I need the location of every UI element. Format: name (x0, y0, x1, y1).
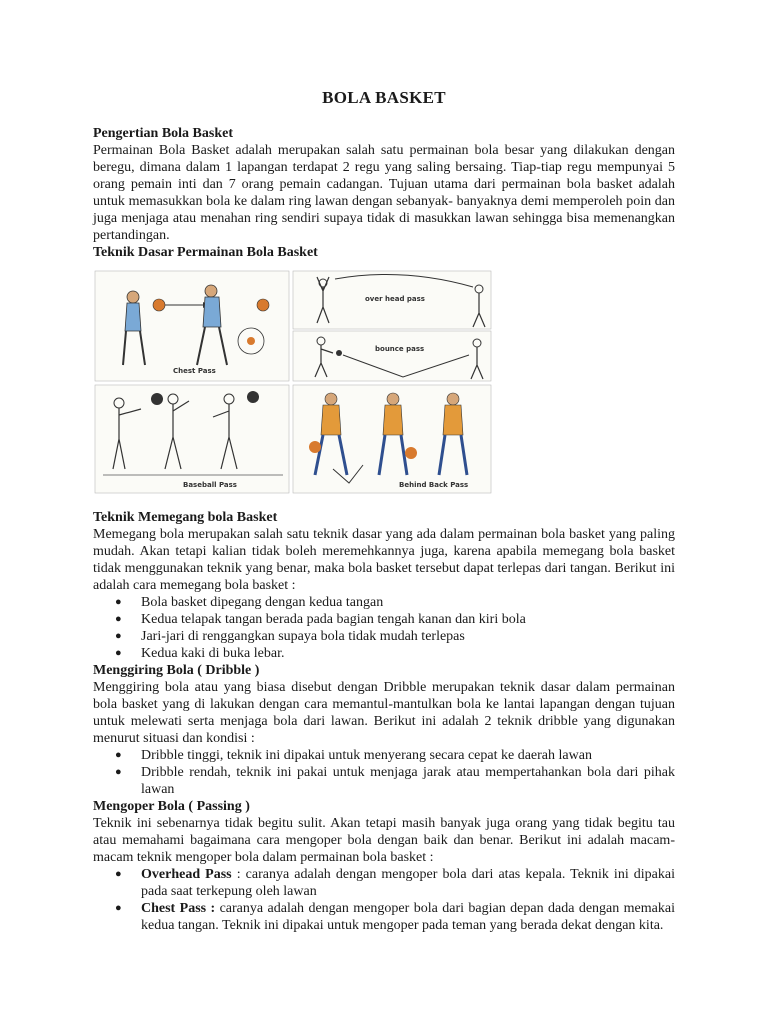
bullet-icon: ● (115, 596, 122, 608)
document-title: BOLA BASKET (322, 88, 446, 107)
chest-pass-label: Chest Pass (173, 367, 216, 375)
term-overhead-pass: Overhead Pass (141, 867, 232, 882)
paragraph-dribble: Menggiring bola atau yang biasa disebut dengan Dribble merupakan teknik dasar dalam permainan bola basket yang di lakukan dengan cara memantul-mantulkan bola ke lantai lapangan dengan tujuan untuk melewati serta menjaga bola dari lawan. Berikut ini adalah 2 teknik dribble yang digunakan menurut situasi dan kondisi : (93, 680, 675, 746)
list-item: ● Bola basket dipegang dengan kedua tangan (115, 595, 384, 610)
bounce-pass-panel (293, 331, 491, 381)
bullet-icon: ● (115, 749, 122, 761)
section-heading-teknik-dasar: Teknik Dasar Permainan Bola Basket (93, 245, 318, 260)
list-dribble (93, 747, 675, 798)
section-heading-passing: Mengoper Bola ( Passing ) (93, 799, 250, 814)
passing-illustration (93, 269, 493, 495)
list-item: ● Chest Pass : caranya adalah dengan mengoper bola dari bagian depan dada dengan memakai kedua tangan. Teknik ini dipakai untuk mengoper pada teman yang berada dekat dengan kita. (115, 901, 675, 933)
section-heading-pengertian: Pengertian Bola Basket (93, 126, 233, 141)
list-item: ● Jari-jari di renggangkan supaya bola tidak mudah terlepas (115, 629, 465, 644)
list-passing (93, 866, 675, 934)
list-item: ● Kedua kaki di buka lebar. (115, 646, 285, 661)
list-item: ● Overhead Pass : caranya adalah dengan mengoper bola dari atas kepala. Teknik ini dipakai pada saat terkepung oleh lawan (115, 867, 675, 899)
list-item: ● Dribble rendah, teknik ini pakai untuk menjaga jarak atau mempertahankan bola dari pihak lawan (115, 765, 675, 797)
bullet-icon: ● (115, 630, 122, 642)
section-heading-memegang: Teknik Memegang bola Basket (93, 510, 278, 525)
basketball-passing-figure (93, 269, 493, 495)
section-heading-dribble: Menggiring Bola ( Dribble ) (93, 663, 260, 678)
list-item: ● Kedua telapak tangan berada pada bagian tengah kanan dan kiri bola (115, 612, 526, 627)
bullet-icon: ● (115, 613, 122, 625)
behind-back-pass-panel (293, 385, 491, 493)
list-memegang (93, 594, 675, 662)
bounce-pass-label: bounce pass (375, 345, 425, 353)
over-head-pass-label: over head pass (365, 295, 425, 303)
baseball-pass-label: Baseball Pass (183, 481, 237, 489)
over-head-pass-panel (293, 271, 491, 329)
bullet-icon: ● (115, 766, 122, 778)
bullet-icon: ● (115, 647, 122, 659)
chest-pass-panel (95, 271, 289, 381)
baseball-pass-panel (95, 385, 289, 493)
document-body (93, 125, 675, 934)
paragraph-passing: Teknik ini sebenarnya tidak begitu sulit. Akan tetapi masih banyak juga orang yang tidak begitu tau atau memahami bagaimana cara mengoper bola dengan baik dan benar. Berikut ini adalah macam-macam teknik mengoper bola dalam permainan bola basket : (93, 816, 675, 865)
list-item: ● Dribble tinggi, teknik ini dipakai untuk menyerang secara cepat ke daerah lawan (115, 748, 592, 763)
term-chest-pass: Chest Pass : (141, 901, 216, 916)
bullet-icon: ● (115, 868, 122, 880)
paragraph-memegang: Memegang bola merupakan salah satu teknik dasar yang ada dalam permainan bola basket yang paling mudah. Akan tetapi kalian tidak boleh meremehkannya juga, karena apabila memegang bola basket tidak menggunakan teknik yang benar, maka bola basket tersebut dapat terlepas dari tangan. Berikut ini adalah cara memegang bola basket : (93, 527, 675, 593)
bullet-icon: ● (115, 902, 122, 914)
behind-back-pass-label: Behind Back Pass (399, 481, 469, 489)
paragraph-pengertian: Permainan Bola Basket adalah merupakan salah satu permainan bola besar yang dilakukan dengan beregu, dimana dalam 1 lapangan terdapat 2 regu yang saling bersaing. Tiap-tiap regu mempunyai 5 orang pemain inti dan 7 orang pemain cadangan. Tujuan utama dari permainan bola basket adalah untuk memasukkan bola ke dalam ring lawan dengan sebanyak- banyaknya demi memperoleh poin dan juga menjaga atau menahan ring sendiri supaya tidak di masukkan lawan sehingga bisa memenangkan pertandingan. (93, 143, 675, 243)
